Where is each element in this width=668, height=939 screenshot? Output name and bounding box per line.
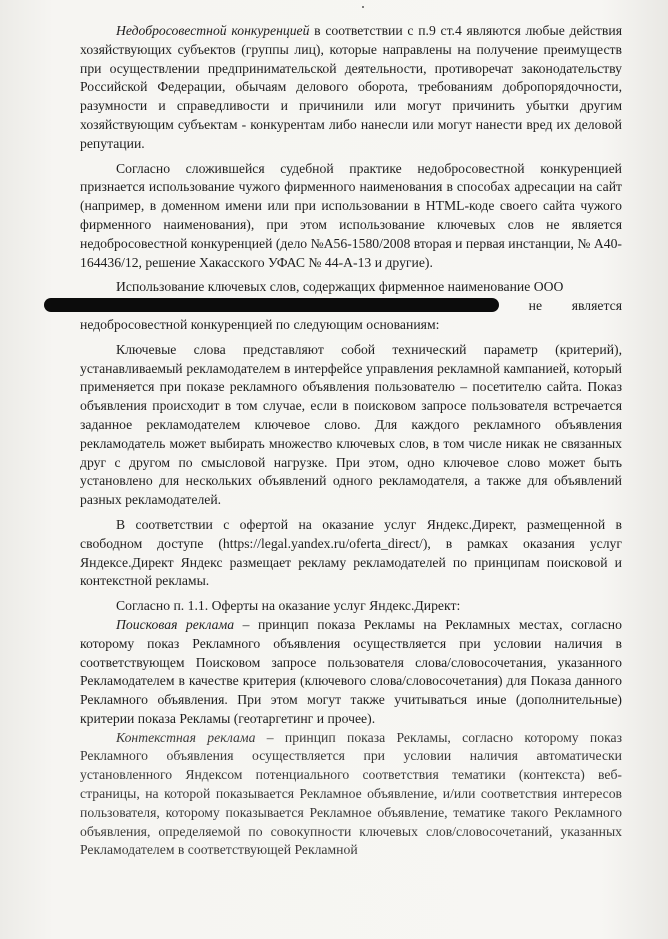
paragraph-unfair-competition-definition [80,22,622,154]
term-unfair-competition: Недобросовестной конкуренцией [116,23,310,38]
paragraph-court-practice: Согласно сложившейся судебной практике недобросовестной конкуренцией признается использование чужого фирменного наименования в способах адресации на сайт (например, в доменном имени или при использовании в HTML-коде своего сайта чужого фирменного наименования), при этом использование ключевых слов не является недобросовестной конкуренцией (дело №А56-1580/2008 вторая и первая инстанции, № А40-164436/12, решение Хакасского УФАС № 44-А-13 и другие). [80,160,622,270]
paragraph-contextual-advertising [80,729,622,861]
paragraph-keyword-usage [80,278,622,334]
paragraph-text: – принцип показа Рекламы, согласно которому показ Рекламного объявления осуществляется при условии наличия автоматически установленного Яндексом потенциального соответствия тематики (контекста) веб-страницы, на которой показывается Рекламное объявление, и/или соответствия интересов пользователя, которому показывается Рекламное объявление, тематике такого Рекламного объявления, определяемой по совокупности ключевых слов/словосочетаний, указанных Рекламодателем в соответствующей Рекламной [80,729,623,858]
redaction-bar [44,298,499,312]
paragraph-search-advertising [80,616,622,729]
paragraph-offer-clause: Согласно п. 1.1. Оферты на оказание услуг Яндекс.Директ: [116,598,461,614]
paragraph-text: не является недобросовестной конкуренцией по следующим основаниям: [80,298,622,332]
paragraph-text: – принцип показа Рекламы на Рекламных местах, согласно которому показ Рекламного объявления осуществляется при условии наличия в соответствующем Поисковом запросе пользователя слова/словосочетания, указанного Рекламодателем в качестве критерия (ключевого слова/словосочетания) для Показа данного Рекламного объявления. При этом могут также учитываться иные (дополнительные) критерии показа Рекламы (геотаргетинг и прочее). [80,616,622,726]
paragraph-text: в соответствии с п.9 ст.4 являются любые действия хозяйствующих субъектов (группы лиц), которые направлены на получение преимуществ при осуществлении предпринимательской деятельности, противоречат законодательству Российской Федерации, обычаям делового оборота, требованиям добропорядочности, разумности и справедливости и причинили или могут причинить убытки другим хозяйствующим субъектам - конкурентам либо нанесли или могут нанести вред их деловой репутации. [80,23,622,151]
scan-speck [362,6,364,8]
term-contextual-advertising: Контекстная реклама [116,729,256,745]
paragraph-yandex-offer: В соответствии с офертой на оказание услуг Яндекс.Директ, размещенной в свободном доступе (https://legal.yandex.ru/oferta_direct/), в рамках оказания услуг Яндексе.Директ Яндекс размещает рекламу рекламодателей по принципам поисковой и контекстной рекламы. [80,516,622,589]
paragraph-keywords-technical: Ключевые слова представляют собой технический параметр (критерий), устанавливаемый рекламодателем в интерфейсе управления рекламной кампанией, который применяется при показе рекламного объявления пользователю – посетителю сайта. Показ объявления происходит в том случае, если в поисковом запросе пользователя встречается заданное рекламодателем ключевое слово. Для каждого рекламного объявления рекламодатель может выбирать множество ключевых слов, в том числе никак не связанных друг с другом по смысловой нагрузке. При этом, одно ключевое слово может быть установлено для нескольких объявлений одного рекламодателя, а также для объявлений разных рекламодателей. [80,341,622,508]
term-search-advertising: Поисковая реклама [116,616,235,632]
paragraph-text: Использование ключевых слов, содержащих фирменное наименование ООО [116,279,564,295]
